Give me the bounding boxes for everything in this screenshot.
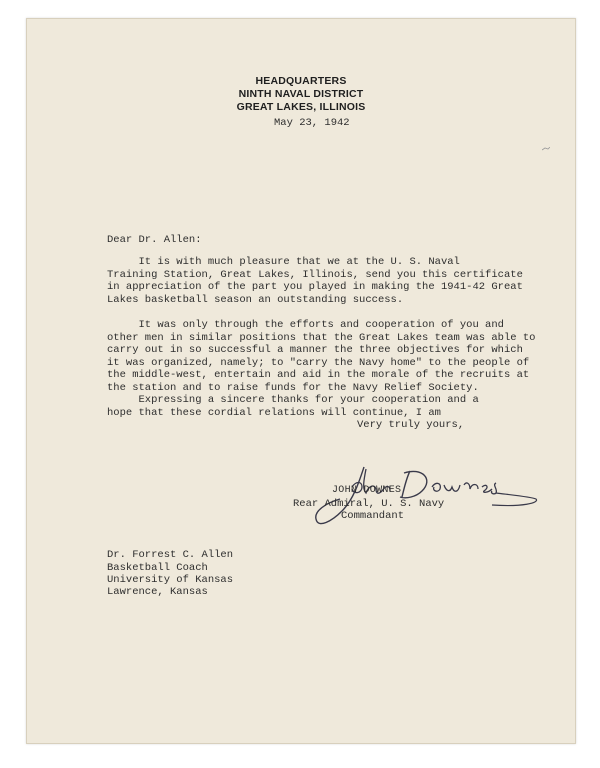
paragraph-1: It is with much pleasure that we at the U. S. Naval Training Station, Great Lakes, Illinois, send you this certificate in appreciation of the part you played in making the 1941-42 Great Lakes basketball season an outstanding success. bbox=[107, 256, 523, 306]
recipient-city: Lawrence, Kansas bbox=[107, 586, 208, 598]
recipient-institution: University of Kansas bbox=[107, 574, 234, 586]
recipient-name: Dr. Forrest C. Allen bbox=[107, 549, 234, 561]
letterhead-district: NINTH NAVAL DISTRICT bbox=[238, 88, 364, 100]
letterhead-location: GREAT LAKES, ILLINOIS bbox=[236, 101, 366, 113]
closing: Very truly yours, bbox=[357, 419, 465, 431]
handwritten-signature bbox=[282, 459, 542, 529]
ink-mark-icon bbox=[542, 147, 550, 151]
letter-date: May 23, 1942 bbox=[274, 117, 350, 129]
salutation: Dear Dr. Allen: bbox=[107, 234, 202, 246]
paragraph-2: It was only through the efforts and cooperation of you and other men in similar positions that the Great Lakes team was able to carry out in so successful a manner the three objectives for which it was organized, namely; to "carry the Navy home" to the people of the middle-west, entertain and aid in the morale of the recruits at the station and to raise funds for the Navy Relief Society. bbox=[107, 319, 536, 394]
signatory-name: JOHN DOWNES bbox=[332, 485, 402, 496]
signatory-rank: Rear Admiral, U. S. Navy bbox=[293, 498, 445, 510]
letterhead-headquarters: HEADQUARTERS bbox=[255, 75, 347, 87]
signatory-title: Commandant bbox=[341, 510, 405, 522]
recipient-position: Basketball Coach bbox=[107, 562, 208, 574]
letter-page bbox=[26, 18, 576, 744]
paragraph-3: Expressing a sincere thanks for your cooperation and a hope that these cordial relations will continue, I am bbox=[107, 394, 479, 419]
